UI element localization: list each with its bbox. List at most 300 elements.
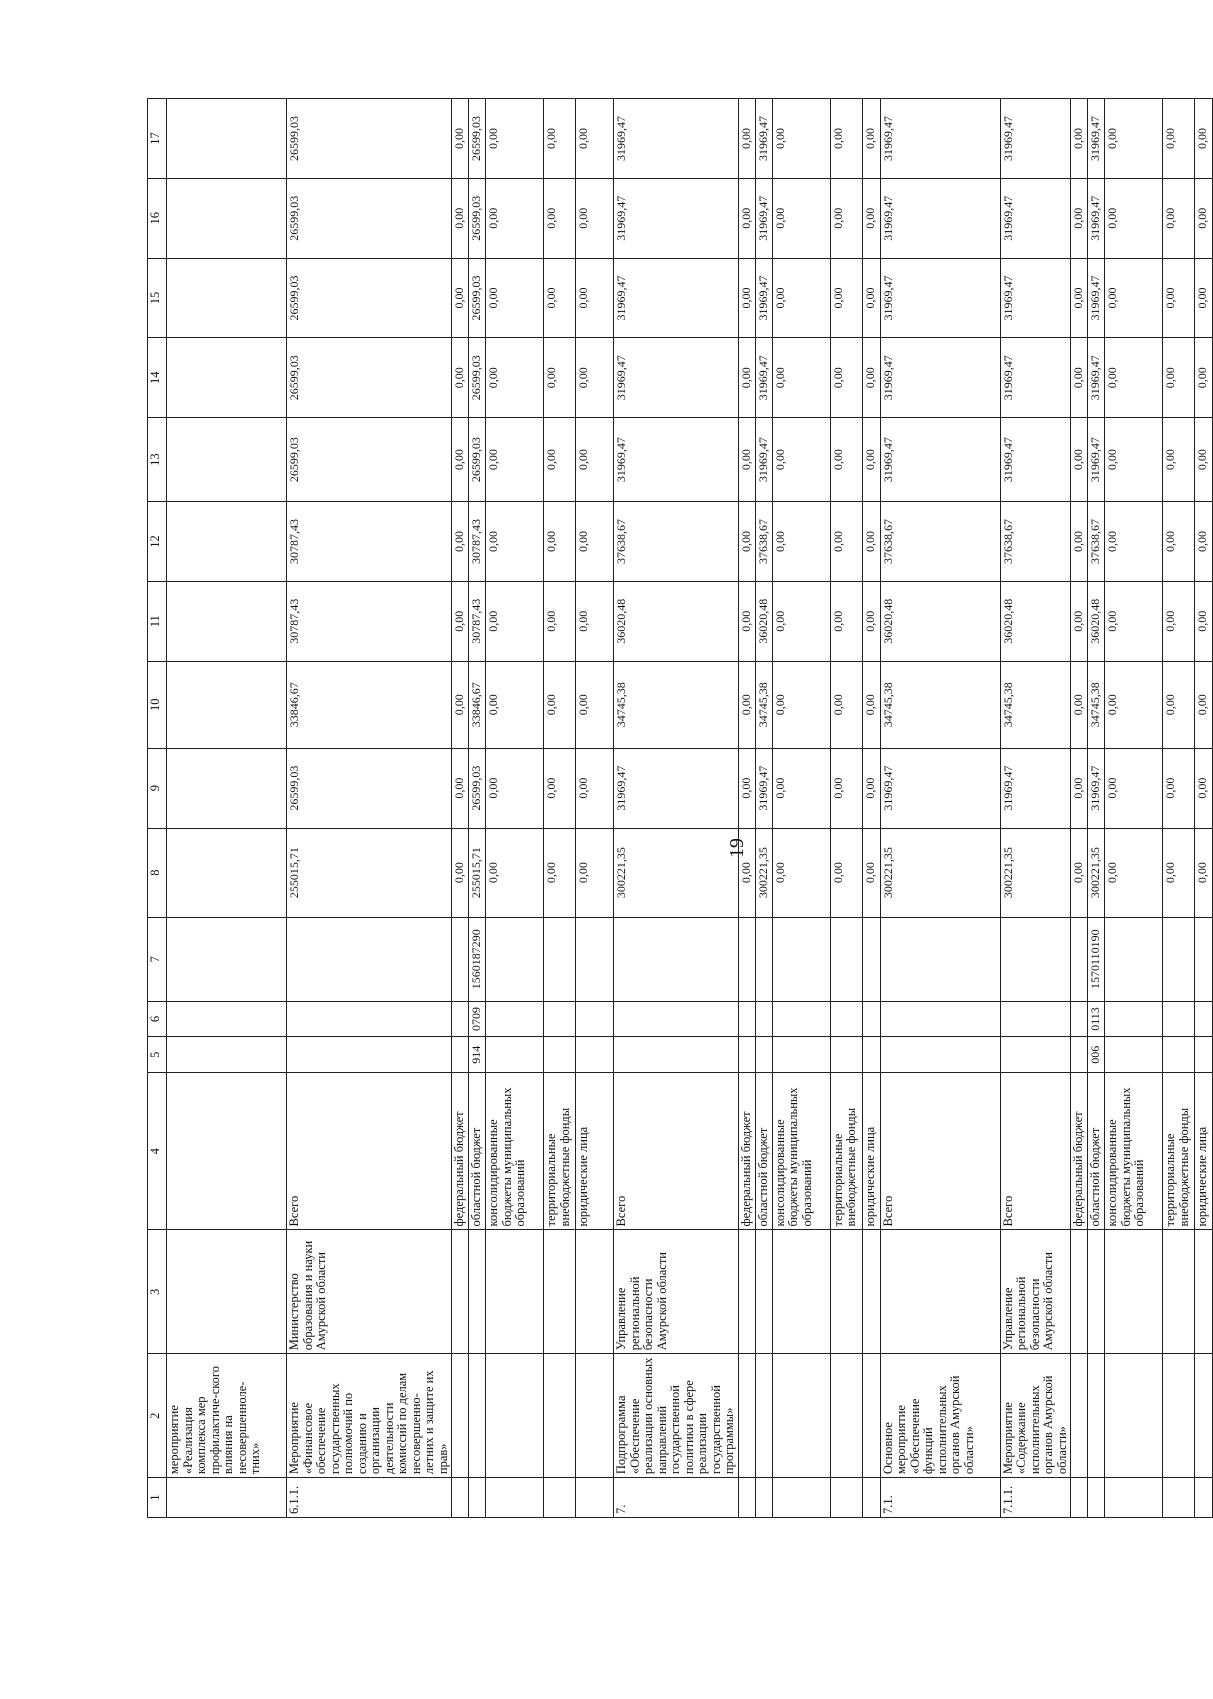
program-name-cell: [755, 1354, 772, 1478]
amount-cell: 0,00: [452, 338, 469, 418]
executor-cell: Управление региональной безопасности Амурской области: [614, 1230, 739, 1354]
amount-cell: 31969,47: [880, 178, 1000, 258]
amount-cell: 31969,47: [1000, 178, 1071, 258]
amount-cell: 26599,03: [287, 748, 452, 828]
amount-cell: 0,00: [576, 418, 614, 502]
amount-cell: 36020,48: [1088, 581, 1105, 661]
row-number-cell: [772, 1478, 830, 1518]
amount-cell: 0,00: [1105, 502, 1163, 582]
grbs-code-cell: [544, 1037, 576, 1073]
program-name-cell: [772, 1354, 830, 1478]
amount-cell: 0,00: [486, 418, 544, 502]
amount-cell: 0,00: [862, 748, 880, 828]
target-article-cell: [576, 917, 614, 1001]
row-number-cell: [1105, 1478, 1163, 1518]
amount-cell: 0,00: [452, 748, 469, 828]
amount-cell: 26599,03: [287, 178, 452, 258]
amount-cell: 0,00: [1163, 178, 1195, 258]
amount-cell: 34745,38: [755, 661, 772, 748]
table-row: [880, 99, 1000, 1518]
program-name-cell: [1163, 1354, 1195, 1478]
target-article-cell: [738, 917, 755, 1001]
amount-cell: 0,00: [544, 661, 576, 748]
amount-cell: 0,00: [862, 661, 880, 748]
amount-cell: 0,00: [486, 748, 544, 828]
grbs-code-cell: [1195, 1037, 1213, 1073]
page-number: 19: [726, 838, 748, 858]
target-article-cell: [1071, 917, 1088, 1001]
section-code-cell: [486, 1001, 544, 1037]
amount-cell: 0,00: [1071, 661, 1088, 748]
amount-cell: 0,00: [544, 828, 576, 917]
section-code-cell: [452, 1001, 469, 1037]
funding-source-cell: территориальные внебюджетные фонды: [544, 1073, 576, 1230]
amount-cell: 37638,67: [1000, 502, 1071, 582]
executor-cell: Министерство образования и науки Амурской области: [287, 1230, 452, 1354]
amount-cell: 31969,47: [755, 418, 772, 502]
table-row: [772, 99, 830, 1518]
amount-cell: 0,00: [1195, 418, 1213, 502]
executor-cell: [755, 1230, 772, 1354]
table-row: [862, 99, 880, 1518]
amount-cell: 0,00: [544, 502, 576, 582]
amount-cell: 0,00: [1163, 581, 1195, 661]
funding-source-cell: Всего: [614, 1073, 739, 1230]
header-cell-5: 5: [148, 1037, 167, 1073]
target-article-cell: 1570110190: [1088, 917, 1105, 1001]
amount-cell: 300221,35: [755, 828, 772, 917]
target-article-cell: [452, 917, 469, 1001]
amount-cell: 31969,47: [614, 258, 739, 338]
amount-cell: 0,00: [1163, 502, 1195, 582]
grbs-code-cell: [772, 1037, 830, 1073]
section-code-cell: [1195, 1001, 1213, 1037]
section-code-cell: [1163, 1001, 1195, 1037]
amount-cell: 31969,47: [880, 418, 1000, 502]
row-number-cell: [1163, 1478, 1195, 1518]
program-name-cell: Подпрограмма «Обеспечение реализации основных направлений государственной политики в сфере реализации государственной программы»: [614, 1354, 739, 1478]
amount-cell: 0,00: [486, 581, 544, 661]
row-number-cell: [452, 1478, 469, 1518]
amount-cell: 37638,67: [1088, 502, 1105, 582]
amount-cell: 33846,67: [287, 661, 452, 748]
amount-cell: 0,00: [1105, 178, 1163, 258]
table-row: [469, 99, 486, 1518]
amount-cell: 0,00: [486, 258, 544, 338]
header-cell-3: 3: [148, 1230, 167, 1354]
amount-cell: 26599,03: [287, 338, 452, 418]
section-code-cell: [1000, 1001, 1071, 1037]
funding-source-cell: территориальные внебюджетные фонды: [830, 1073, 862, 1230]
target-article-cell: [287, 917, 452, 1001]
program-name-cell: мероприятие «Реализация комплекса мер профилактиче-ского влияния на несовершенноле-тних»: [167, 1354, 287, 1478]
amount-cell: 0,00: [1163, 748, 1195, 828]
row-number-cell: [576, 1478, 614, 1518]
amount-cell: 0,00: [1071, 418, 1088, 502]
amount-cell: 0,00: [772, 418, 830, 502]
target-article-cell: [830, 917, 862, 1001]
amount-cell: 0,00: [862, 418, 880, 502]
grbs-code-cell: [862, 1037, 880, 1073]
funding-source-cell: консолидированные бюджеты муниципальных образований: [486, 1073, 544, 1230]
amount-cell: 0,00: [772, 581, 830, 661]
section-code-cell: [544, 1001, 576, 1037]
amount-cell: 0,00: [1105, 828, 1163, 917]
amount-cell: 0,00: [772, 828, 830, 917]
amount-cell: 0,00: [544, 338, 576, 418]
amount-cell: 0,00: [738, 338, 755, 418]
amount-cell: 0,00: [1071, 828, 1088, 917]
row-number-cell: [486, 1478, 544, 1518]
executor-cell: [1071, 1230, 1088, 1354]
executor-cell: [1088, 1230, 1105, 1354]
amount-cell: 0,00: [772, 748, 830, 828]
amount-cell: 300221,35: [880, 828, 1000, 917]
grbs-code-cell: [167, 1037, 287, 1073]
amount-cell: 0,00: [862, 502, 880, 582]
executor-cell: [738, 1230, 755, 1354]
program-name-cell: [1195, 1354, 1213, 1478]
amount-cell: 0,00: [862, 828, 880, 917]
amount-cell: 31969,47: [1088, 338, 1105, 418]
target-article-cell: [772, 917, 830, 1001]
target-article-cell: [1000, 917, 1071, 1001]
header-cell-7: 7: [148, 917, 167, 1001]
executor-cell: Управление региональной безопасности Амурской области: [1000, 1230, 1071, 1354]
target-article-cell: [544, 917, 576, 1001]
amount-cell: 0,00: [830, 828, 862, 917]
amount-cell: 31969,47: [1000, 418, 1071, 502]
amount-cell: 0,00: [738, 748, 755, 828]
table-row: [738, 99, 755, 1518]
amount-cell: 0,00: [862, 99, 880, 179]
amount-cell: [167, 828, 287, 917]
amount-cell: 26599,03: [287, 258, 452, 338]
header-cell-11: 11: [148, 581, 167, 661]
header-cell-6: 6: [148, 1001, 167, 1037]
row-number-cell: 7.1.: [880, 1478, 1000, 1518]
amount-cell: 0,00: [1105, 581, 1163, 661]
table-row: [1195, 99, 1213, 1518]
table-body: [167, 99, 1213, 1518]
program-name-cell: [544, 1354, 576, 1478]
section-code-cell: [738, 1001, 755, 1037]
amount-cell: 0,00: [1195, 748, 1213, 828]
amount-cell: 0,00: [1163, 418, 1195, 502]
amount-cell: 0,00: [452, 828, 469, 917]
amount-cell: 0,00: [576, 178, 614, 258]
amount-cell: 31969,47: [614, 178, 739, 258]
funding-source-cell: областной бюджет: [469, 1073, 486, 1230]
grbs-code-cell: [1071, 1037, 1088, 1073]
program-name-cell: [1071, 1354, 1088, 1478]
grbs-code-cell: [287, 1037, 452, 1073]
executor-cell: [576, 1230, 614, 1354]
executor-cell: [772, 1230, 830, 1354]
program-name-cell: [452, 1354, 469, 1478]
amount-cell: 0,00: [486, 502, 544, 582]
table-row: [1105, 99, 1163, 1518]
row-number-cell: [830, 1478, 862, 1518]
amount-cell: 0,00: [862, 338, 880, 418]
amount-cell: 31969,47: [755, 258, 772, 338]
grbs-code-cell: [614, 1037, 739, 1073]
amount-cell: 0,00: [1071, 258, 1088, 338]
amount-cell: 0,00: [486, 338, 544, 418]
amount-cell: 0,00: [452, 581, 469, 661]
amount-cell: 0,00: [830, 99, 862, 179]
program-name-cell: [862, 1354, 880, 1478]
table-row: [830, 99, 862, 1518]
executor-cell: [469, 1230, 486, 1354]
amount-cell: 0,00: [830, 418, 862, 502]
row-number-cell: 6.1.1.: [287, 1478, 452, 1518]
section-code-cell: [576, 1001, 614, 1037]
section-code-cell: [755, 1001, 772, 1037]
amount-cell: 0,00: [1195, 258, 1213, 338]
table-row: [1071, 99, 1088, 1518]
amount-cell: 0,00: [1105, 258, 1163, 338]
header-cell-2: 2: [148, 1354, 167, 1478]
amount-cell: 31969,47: [1088, 99, 1105, 179]
grbs-code-cell: [486, 1037, 544, 1073]
program-name-cell: [1088, 1354, 1105, 1478]
row-number-cell: [755, 1478, 772, 1518]
section-code-cell: [1105, 1001, 1163, 1037]
amount-cell: 26599,03: [287, 418, 452, 502]
target-article-cell: 1560187290: [469, 917, 486, 1001]
header-cell-10: 10: [148, 661, 167, 748]
table-row: [1000, 99, 1071, 1518]
table-row: [1088, 99, 1105, 1518]
amount-cell: 0,00: [576, 99, 614, 179]
program-name-cell: [738, 1354, 755, 1478]
amount-cell: [167, 99, 287, 179]
target-article-cell: [1163, 917, 1195, 1001]
amount-cell: 37638,67: [880, 502, 1000, 582]
amount-cell: 0,00: [544, 99, 576, 179]
amount-cell: 0,00: [1195, 99, 1213, 179]
grbs-code-cell: 914: [469, 1037, 486, 1073]
amount-cell: 255015,71: [287, 828, 452, 917]
amount-cell: 0,00: [862, 178, 880, 258]
executor-cell: [167, 1230, 287, 1354]
budget-table-rotated: [147, 98, 1209, 1518]
funding-source-cell: юридические лица: [862, 1073, 880, 1230]
header-cell-15: 15: [148, 258, 167, 338]
amount-cell: 0,00: [1195, 581, 1213, 661]
amount-cell: 0,00: [772, 661, 830, 748]
amount-cell: 0,00: [1105, 99, 1163, 179]
amount-cell: 255015,71: [469, 828, 486, 917]
amount-cell: 300221,35: [1088, 828, 1105, 917]
row-number-cell: 7.1.1.: [1000, 1478, 1071, 1518]
amount-cell: 31969,47: [1000, 258, 1071, 338]
target-article-cell: [862, 917, 880, 1001]
funding-source-cell: федеральный бюджет: [452, 1073, 469, 1230]
executor-cell: [1163, 1230, 1195, 1354]
funding-source-cell: областной бюджет: [755, 1073, 772, 1230]
amount-cell: 26599,03: [469, 748, 486, 828]
amount-cell: 0,00: [830, 502, 862, 582]
row-number-cell: [469, 1478, 486, 1518]
grbs-code-cell: [1105, 1037, 1163, 1073]
executor-cell: [544, 1230, 576, 1354]
funding-source-cell: консолидированные бюджеты муниципальных образований: [1105, 1073, 1163, 1230]
amount-cell: 0,00: [452, 178, 469, 258]
grbs-code-cell: [738, 1037, 755, 1073]
amount-cell: 0,00: [738, 661, 755, 748]
amount-cell: [167, 258, 287, 338]
amount-cell: 0,00: [772, 338, 830, 418]
amount-cell: 0,00: [1195, 828, 1213, 917]
amount-cell: 0,00: [830, 258, 862, 338]
funding-source-cell: юридические лица: [1195, 1073, 1213, 1230]
amount-cell: 0,00: [486, 178, 544, 258]
amount-cell: 0,00: [1163, 99, 1195, 179]
grbs-code-cell: [880, 1037, 1000, 1073]
target-article-cell: [167, 917, 287, 1001]
section-code-cell: 0113: [1088, 1001, 1105, 1037]
amount-cell: 0,00: [544, 748, 576, 828]
amount-cell: 31969,47: [755, 99, 772, 179]
amount-cell: 31969,47: [880, 748, 1000, 828]
program-name-cell: Мероприятие «Финансовое обеспечение государственных полномочий по созданию и организации деятельности комиссий по делам несовершенно-летних и защите их прав»: [287, 1354, 452, 1478]
amount-cell: 0,00: [772, 99, 830, 179]
amount-cell: 0,00: [1071, 99, 1088, 179]
amount-cell: 34745,38: [1088, 661, 1105, 748]
amount-cell: 31969,47: [1088, 748, 1105, 828]
header-cell-12: 12: [148, 502, 167, 582]
amount-cell: 36020,48: [1000, 581, 1071, 661]
funding-source-cell: областной бюджет: [1088, 1073, 1105, 1230]
amount-cell: 0,00: [830, 338, 862, 418]
amount-cell: [167, 418, 287, 502]
amount-cell: 31969,47: [755, 178, 772, 258]
amount-cell: 0,00: [486, 99, 544, 179]
amount-cell: 0,00: [738, 418, 755, 502]
section-code-cell: 0709: [469, 1001, 486, 1037]
amount-cell: 37638,67: [755, 502, 772, 582]
amount-cell: 0,00: [830, 748, 862, 828]
amount-cell: 30787,43: [469, 581, 486, 661]
amount-cell: 0,00: [862, 258, 880, 338]
row-number-cell: 7.: [614, 1478, 739, 1518]
row-number-cell: [1088, 1478, 1105, 1518]
amount-cell: 34745,38: [880, 661, 1000, 748]
row-number-cell: [544, 1478, 576, 1518]
amount-cell: 0,00: [862, 581, 880, 661]
executor-cell: [1105, 1230, 1163, 1354]
funding-source-cell: федеральный бюджет: [1071, 1073, 1088, 1230]
amount-cell: [167, 748, 287, 828]
executor-cell: [862, 1230, 880, 1354]
amount-cell: 0,00: [738, 258, 755, 338]
table-row: [452, 99, 469, 1518]
program-name-cell: [486, 1354, 544, 1478]
amount-cell: 31969,47: [1088, 178, 1105, 258]
grbs-code-cell: [1000, 1037, 1071, 1073]
header-row: [148, 99, 167, 1518]
amount-cell: 0,00: [1071, 581, 1088, 661]
amount-cell: 31969,47: [1000, 338, 1071, 418]
amount-cell: 36020,48: [755, 581, 772, 661]
amount-cell: 0,00: [452, 258, 469, 338]
section-code-cell: [862, 1001, 880, 1037]
amount-cell: 0,00: [452, 418, 469, 502]
amount-cell: 0,00: [544, 418, 576, 502]
header-cell-1: 1: [148, 1478, 167, 1518]
amount-cell: 0,00: [452, 502, 469, 582]
row-number-cell: [862, 1478, 880, 1518]
header-cell-14: 14: [148, 338, 167, 418]
amount-cell: 0,00: [1195, 502, 1213, 582]
section-code-cell: [167, 1001, 287, 1037]
amount-cell: 0,00: [544, 581, 576, 661]
amount-cell: 0,00: [486, 828, 544, 917]
table-row: [167, 99, 287, 1518]
amount-cell: 0,00: [772, 178, 830, 258]
amount-cell: 0,00: [1195, 661, 1213, 748]
amount-cell: 33846,67: [469, 661, 486, 748]
header-cell-8: 8: [148, 828, 167, 917]
executor-cell: [1195, 1230, 1213, 1354]
budget-table: [147, 98, 1213, 1518]
header-cell-13: 13: [148, 418, 167, 502]
grbs-code-cell: [1163, 1037, 1195, 1073]
header-cell-16: 16: [148, 178, 167, 258]
amount-cell: 0,00: [772, 258, 830, 338]
amount-cell: 0,00: [830, 661, 862, 748]
grbs-code-cell: [452, 1037, 469, 1073]
amount-cell: 36020,48: [880, 581, 1000, 661]
amount-cell: 0,00: [576, 828, 614, 917]
amount-cell: 0,00: [772, 502, 830, 582]
funding-source-cell: [167, 1073, 287, 1230]
section-code-cell: [614, 1001, 739, 1037]
amount-cell: 36020,48: [614, 581, 739, 661]
amount-cell: 31969,47: [1000, 748, 1071, 828]
table-row: [544, 99, 576, 1518]
amount-cell: 0,00: [738, 178, 755, 258]
amount-cell: 31969,47: [614, 99, 739, 179]
section-code-cell: [287, 1001, 452, 1037]
section-code-cell: [830, 1001, 862, 1037]
section-code-cell: [772, 1001, 830, 1037]
amount-cell: 0,00: [1195, 178, 1213, 258]
funding-source-cell: Всего: [1000, 1073, 1071, 1230]
amount-cell: 0,00: [1163, 338, 1195, 418]
amount-cell: [167, 661, 287, 748]
table-row: [576, 99, 614, 1518]
amount-cell: 0,00: [452, 99, 469, 179]
amount-cell: 0,00: [738, 581, 755, 661]
amount-cell: 31969,47: [755, 748, 772, 828]
amount-cell: 26599,03: [469, 418, 486, 502]
amount-cell: 0,00: [738, 502, 755, 582]
amount-cell: 0,00: [452, 661, 469, 748]
amount-cell: 37638,67: [614, 502, 739, 582]
amount-cell: 0,00: [1071, 178, 1088, 258]
amount-cell: 0,00: [738, 828, 755, 917]
target-article-cell: [1195, 917, 1213, 1001]
amount-cell: [167, 502, 287, 582]
funding-source-cell: Всего: [287, 1073, 452, 1230]
amount-cell: 31969,47: [880, 258, 1000, 338]
amount-cell: 0,00: [1071, 748, 1088, 828]
section-code-cell: [1071, 1001, 1088, 1037]
program-name-cell: Мероприятие «Содержание исполнительных органов Амурской области»: [1000, 1354, 1071, 1478]
